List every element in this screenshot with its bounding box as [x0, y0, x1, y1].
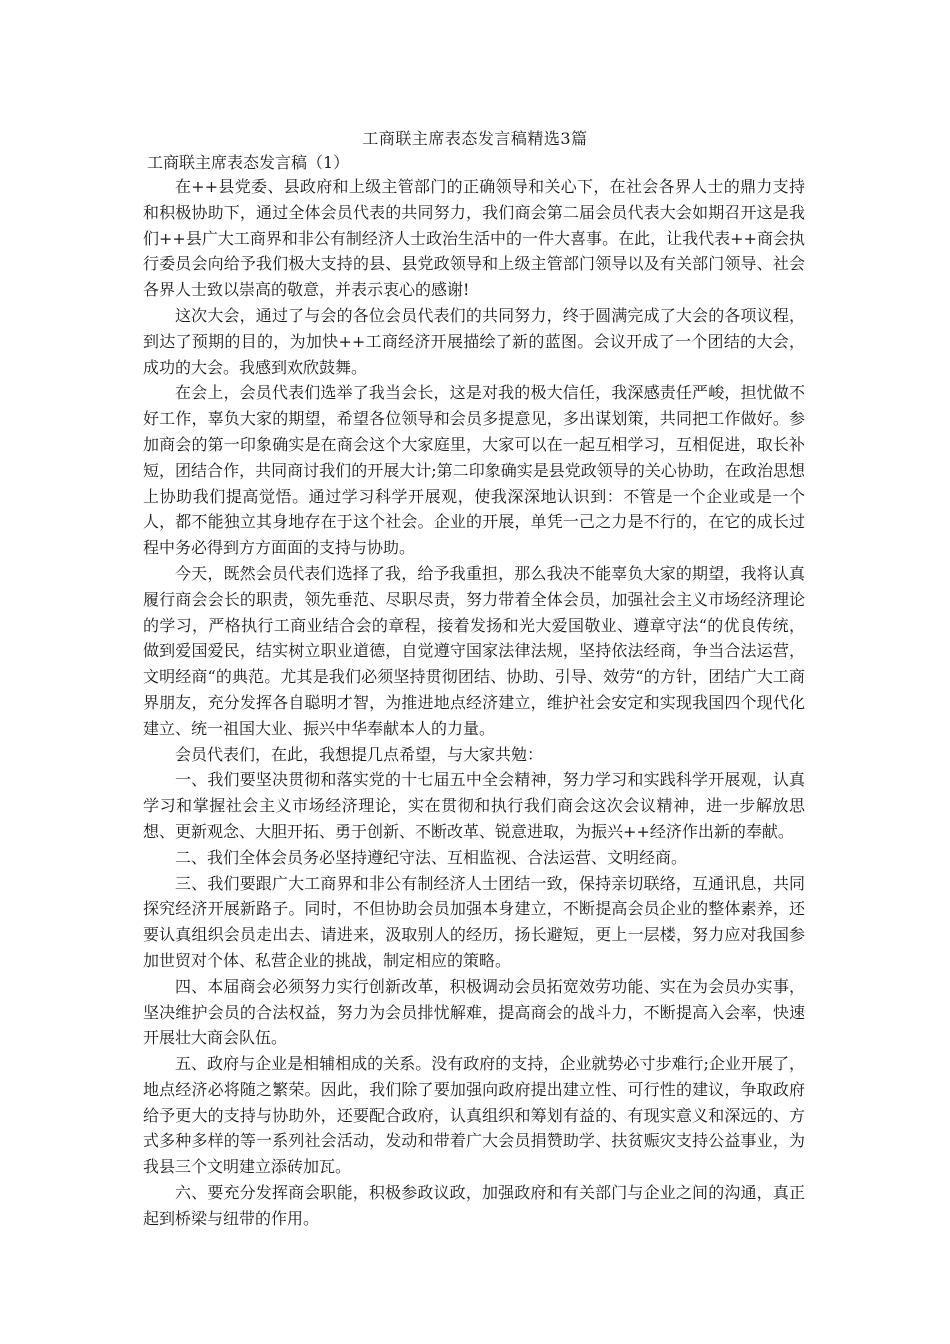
paragraph: 四、本届商会必须努力实行创新改革，积极调动会员拓宽效劳功能、实在为会员办实事，坚决维护会员的合法权益，努力为会员排忧解难，提高商会的战斗力，不断提高入会率，快速开展壮大商会队伍。 [143, 976, 805, 1048]
section-heading: 工商联主席表态发言稿（1） [147, 153, 350, 172]
paragraph: 五、政府与企业是相辅相成的关系。没有政府的支持，企业就势必寸步难行;企业开展了，地点经济必将随之繁荣。因此，我们除了要加强向政府提出建立性、可行性的建议，争取政府给予更大的支持与协助外，还要配合政府，认真组织和筹划有益的、有现实意义和深远的、方式多种多样的等一系列社会活动，发动和带着广大会员捐赞助学、扶贫赈灾支持公益事业，为我县三个文明建立添砖加瓦。 [143, 1054, 805, 1177]
paragraph: 一、我们要坚决贯彻和落实党的十七届五中全会精神，努力学习和实践科学开展观，认真学习和掌握社会主义市场经济理论，实在贯彻和执行我们商会这次会议精神，进一步解放思想、更新观念、大胆开拓、勇于创新、不断改革、锐意进取，为振兴++经济作出新的奉献。 [143, 770, 805, 841]
paragraph: 这次大会，通过了与会的各位会员代表们的共同努力，终于圆满完成了大会的各项议程，到达了预期的目的，为加快++工商经济开展描绘了新的蓝图。会议开成了一个团结的大会，成功的大会。我感到欢欣鼓舞。 [143, 305, 805, 377]
paragraph: 在会上，会员代表们选举了我当会长，这是对我的极大信任，我深感责任严峻，担忧做不好工作，辜负大家的期望，希望各位领导和会员多提意见，多出谋划策，共同把工作做好。参加商会的第一印象确实是在商会这个大家庭里，大家可以在一起互相学习，互相促进，取长补短，团结合作，共同商讨我们的开展大计;第二印象确实是县党政领导的关心协助，在政治思想上协助我们提高觉悟。通过学习科学开展观，使我深深地认识到：不管是一个企业或是一个人，都不能独立其身地存在于这个社会。企业的开展，单凭一己之力是不行的，在它的成长过程中务必得到方方面面的支持与协助。 [143, 383, 805, 558]
document-title: 工商联主席表态发言稿精选3篇 [362, 129, 588, 148]
paragraph: 二、我们全体会员务必坚持遵纪守法、互相监视、合法运营、文明经商。 [175, 847, 688, 867]
paragraph: 六、要充分发挥商会职能，积极参政议政，加强政府和有关部门与企业之间的沟通，真正起到桥梁与纽带的作用。 [143, 1183, 805, 1228]
paragraph: 三、我们要跟广大工商界和非公有制经济人士团结一致，保持亲切联络，互通讯息，共同探究经济开展新路子。同时，不但协助会员加强本身建立，不断提高会员企业的整体素养，还要认真组织会员走出去、请进来，汲取别人的经历，扬长避短，更上一层楼，努力应对我国参加世贸对个体、私营企业的挑战，制定相应的策略。 [143, 873, 805, 970]
document-body [143, 174, 805, 1232]
paragraph: 会员代表们，在此，我想提几点希望，与大家共勉： [175, 744, 544, 764]
paragraph: 今天，既然会员代表们选择了我，给予我重担，那么我决不能辜负大家的期望，我将认真履行商会会长的职责，领先垂范、尽职尽责，努力带着全体会员，加强社会主义市场经济理论的学习，严格执行工商业结合会的章程，接着发扬和光大爱国敬业、遵章守法“的优良传统，做到爱国爱民，结实树立职业道德，自觉遵守国家法律法规，坚持依法经商，争当合法运营，文明经商“的典范。尤其是我们必须坚持贯彻团结、协助、引导、效劳“的方针，团结广大工商界朋友，充分发挥各自聪明才智，为推进地点经济建立，维护社会安定和实现我国四个现代化建立、统一祖国大业、振兴中华奉献本人的力量。 [143, 563, 805, 738]
paragraph: 在++县党委、县政府和上级主管部门的正确领导和关心下，在社会各界人士的鼎力支持和积极协助下，通过全体会员代表的共同努力，我们商会第二届会员代表大会如期召开这是我们++县广大工商界和非公有制经济人士政治生活中的一件大喜事。在此，让我代表++商会执行委员会向给予我们极大支持的县、县党政领导和上级主管部门领导以及有关部门领导、社会各界人士致以崇高的敬意，并表示衷心的感谢! [143, 177, 805, 300]
